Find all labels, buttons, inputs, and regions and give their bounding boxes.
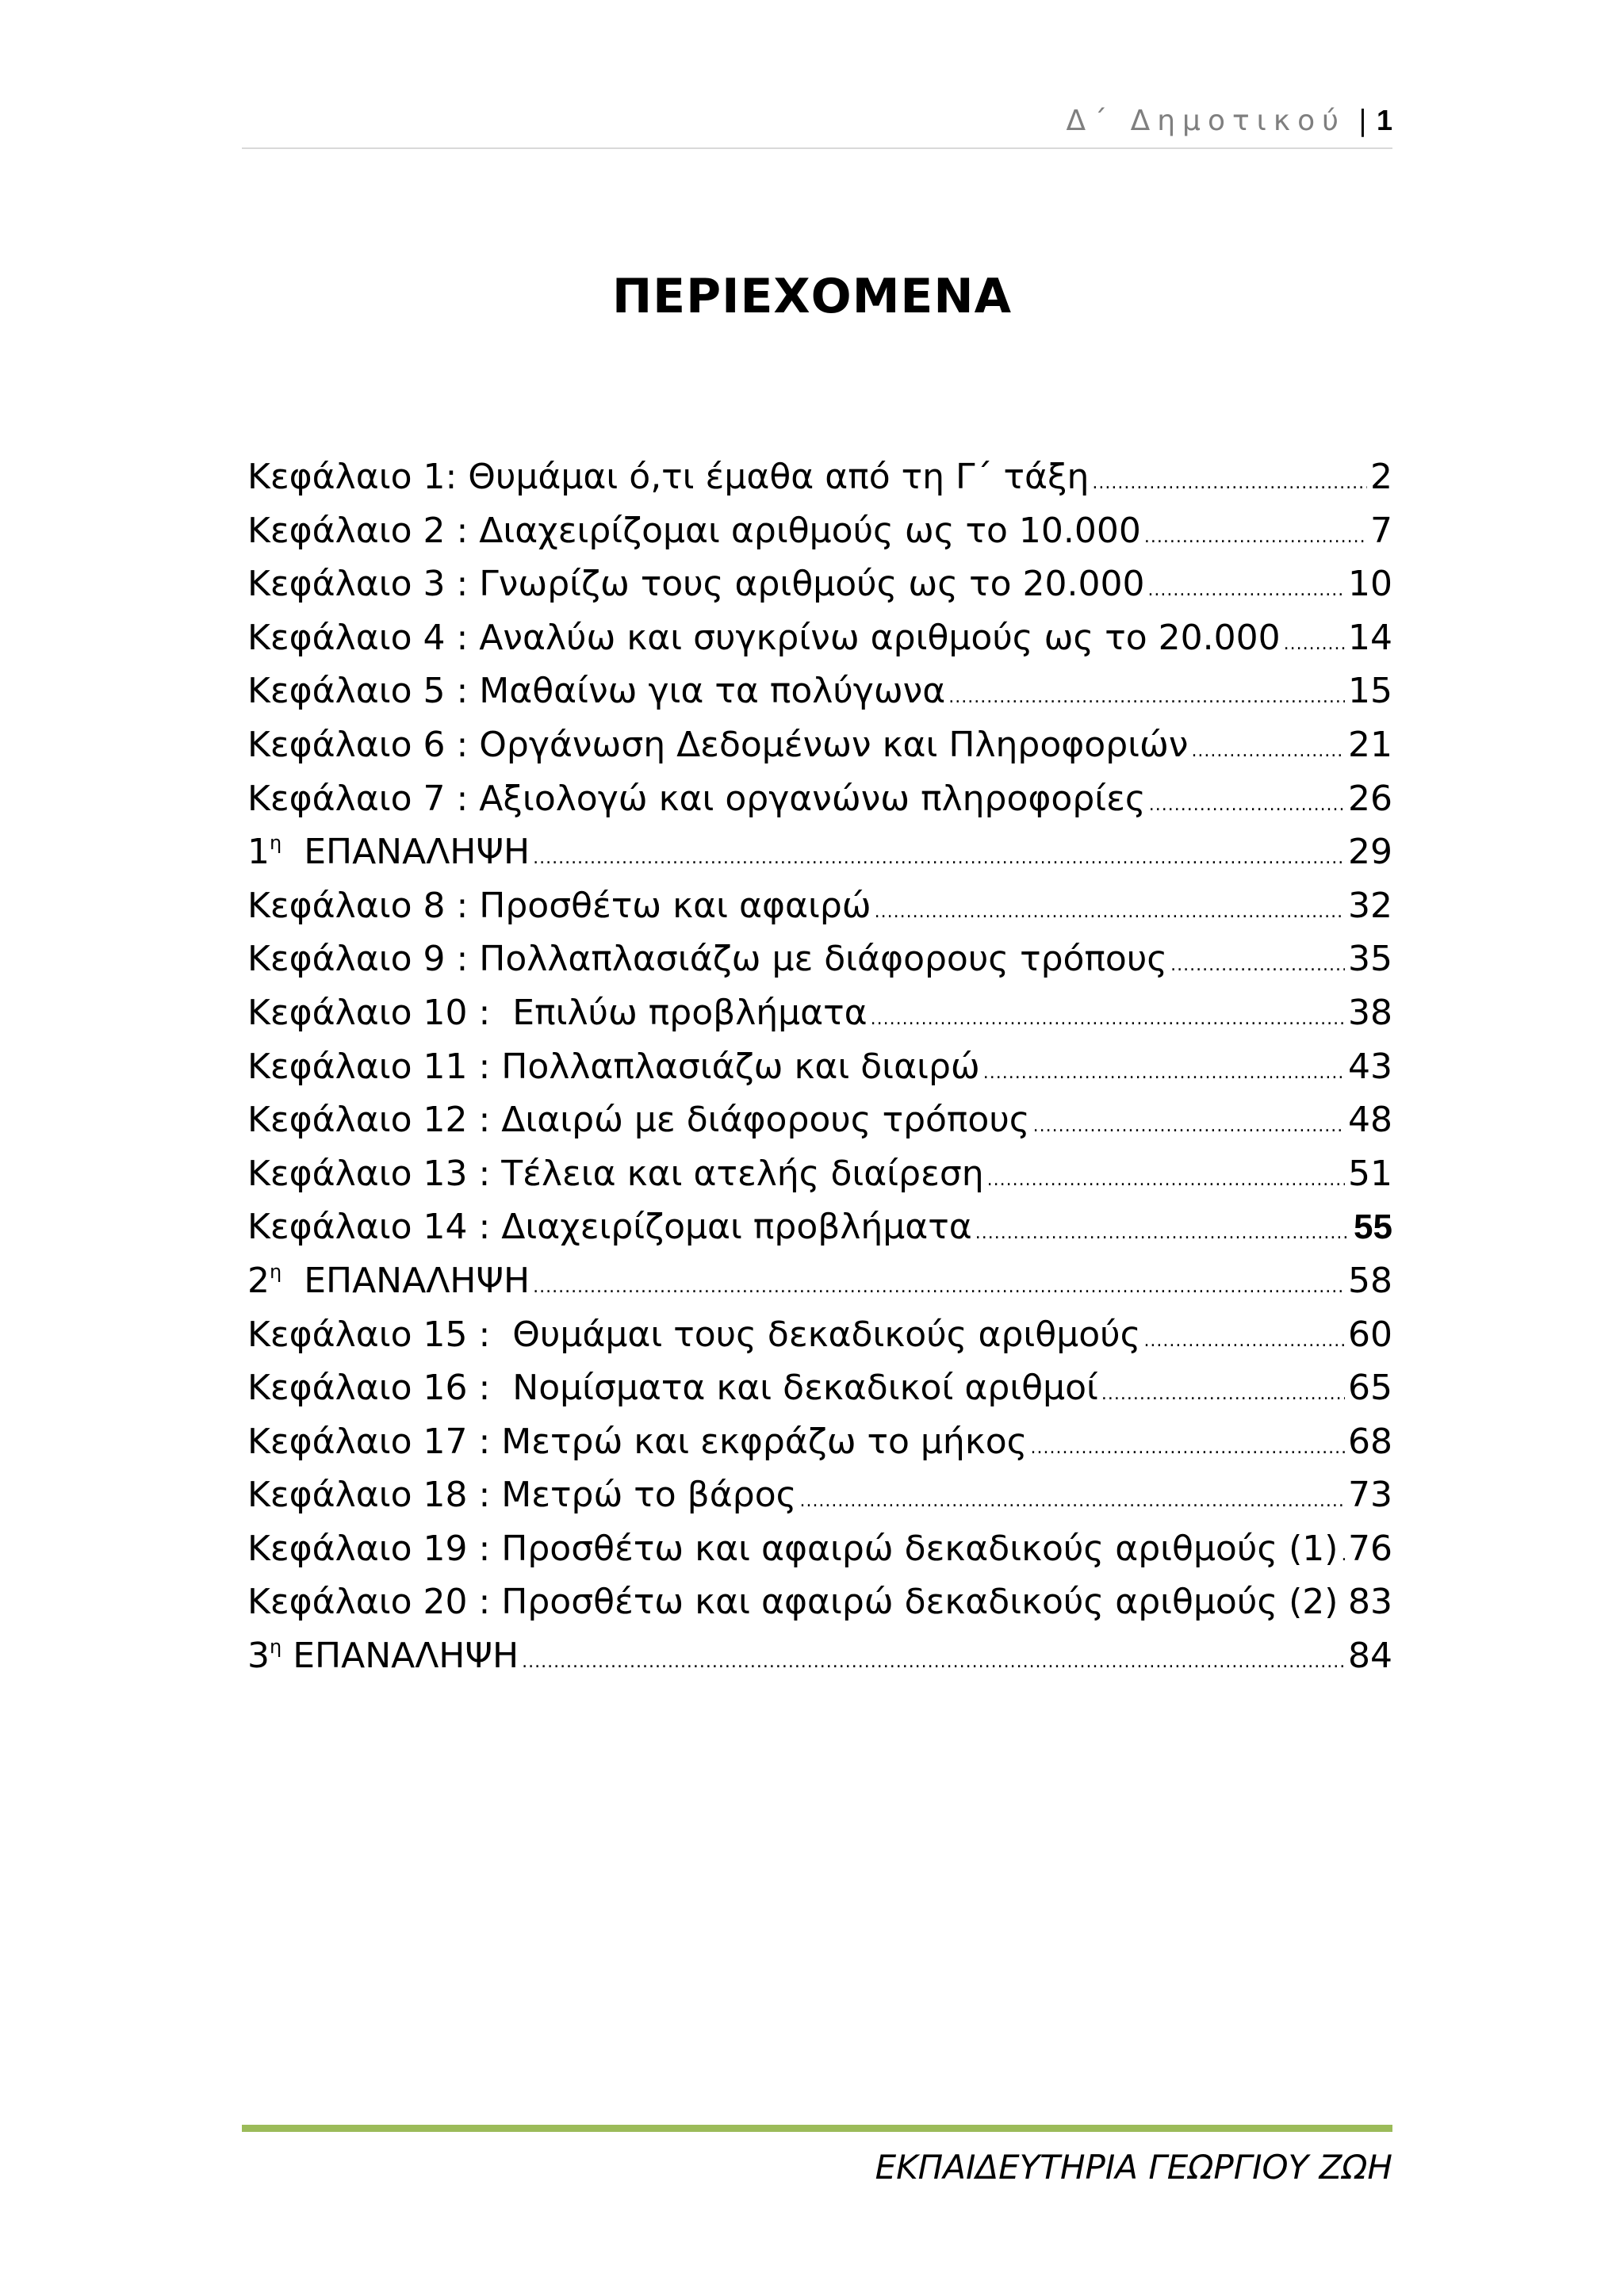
table-of-contents: [247, 450, 1392, 1683]
toc-entry-label: [247, 1254, 530, 1308]
toc-entry-page: 29: [1348, 832, 1392, 873]
toc-dot-leader: [1191, 725, 1345, 779]
toc-entry-label: Κεφάλαιο 6 : Οργάνωση Δεδομένων και Πληροφοριών: [247, 724, 1189, 765]
toc-dot-leader: [987, 1154, 1345, 1207]
header-text: [1067, 105, 1392, 137]
toc-entry-label: Κεφάλαιο 2 : Διαχειρίζομαι αριθμούς ως το 10.000: [247, 510, 1141, 551]
toc-entry-page: 73: [1348, 1475, 1392, 1516]
toc-dot-leader: [799, 1475, 1345, 1529]
toc-entry: [247, 772, 1392, 826]
toc-entry-number: 2: [247, 1260, 270, 1301]
header-label: Δ΄ Δημοτικού: [1066, 105, 1346, 137]
toc-entry-page: 68: [1348, 1421, 1392, 1462]
toc-entry: [247, 986, 1392, 1040]
toc-entry-page: 55: [1354, 1207, 1392, 1247]
toc-entry-label: Κεφάλαιο 19 : Προσθέτω και αφαιρώ δεκαδικούς αριθμούς (1): [247, 1528, 1339, 1569]
toc-entry-page: 48: [1348, 1100, 1392, 1141]
toc-entry-title: ΕΠΑΝΑΛΗΨΗ: [282, 1636, 519, 1677]
toc-entry-page: 65: [1348, 1368, 1392, 1409]
toc-entry: [247, 718, 1392, 772]
toc-entry: [247, 450, 1392, 504]
toc-entry-page: 26: [1348, 778, 1392, 819]
toc-dot-leader: [1341, 1529, 1345, 1582]
toc-entry: [247, 1468, 1392, 1522]
toc-entry-label: Κεφάλαιο 14 : Διαχειρίζομαι προβλήματα: [247, 1207, 972, 1248]
toc-dot-leader: [1092, 457, 1367, 511]
toc-entry: [247, 1522, 1392, 1576]
toc-entry-label: [247, 825, 530, 879]
toc-entry-number: 1: [247, 832, 270, 873]
toc-dot-leader: [533, 1261, 1345, 1314]
toc-entry-label: Κεφάλαιο 13 : Τέλεια και ατελής διαίρεση: [247, 1153, 984, 1194]
toc-entry-label: Κεφάλαιο 15 : Θυμάμαι τους δεκαδικούς αριθμούς: [247, 1314, 1141, 1355]
footer-text: ΕΚΠΑΙΔΕΥΤΗΡΙΑ ΓΕΩΡΓΙΟΥ ΖΩΗ: [875, 2148, 1392, 2187]
toc-entry-title: ΕΠΑΝΑΛΗΨΗ: [282, 832, 530, 873]
toc-entry-page: 43: [1348, 1046, 1392, 1087]
toc-entry: [247, 1093, 1392, 1147]
toc-entry-label: Κεφάλαιο 12 : Διαιρώ με διάφορους τρόπους: [247, 1100, 1030, 1141]
toc-entry: [247, 557, 1392, 611]
toc-dot-leader: [975, 1207, 1350, 1261]
toc-entry-page: 38: [1348, 992, 1392, 1033]
toc-entry-label: Κεφάλαιο 20 : Προσθέτω και αφαιρώ δεκαδικούς αριθμούς (2): [247, 1582, 1339, 1623]
toc-entry-label: Κεφάλαιο 8 : Προσθέτω και αφαιρώ: [247, 885, 871, 926]
toc-entry: [247, 504, 1392, 558]
toc-entry: [247, 1308, 1392, 1362]
toc-entry-ordinal: η: [270, 1260, 282, 1283]
toc-entry: [247, 1415, 1392, 1469]
toc-entry-page: 15: [1348, 671, 1392, 712]
toc-dot-leader: [875, 886, 1345, 939]
toc-entry: [247, 879, 1392, 933]
toc-entry-page: 2: [1370, 457, 1392, 497]
toc-dot-leader: [1031, 1422, 1346, 1475]
toc-entry-page: 84: [1348, 1636, 1392, 1677]
toc-entry: [247, 1629, 1392, 1683]
toc-entry-label: Κεφάλαιο 3 : Γνωρίζω τους αριθμούς ως το 20.000: [247, 564, 1145, 605]
toc-dot-leader: [1033, 1100, 1345, 1154]
toc-dot-leader: [1101, 1368, 1345, 1422]
toc-dot-leader: [948, 671, 1345, 725]
toc-entry-page: 10: [1348, 564, 1392, 605]
toc-entry-page: 51: [1348, 1153, 1392, 1194]
toc-entry-page: 35: [1348, 939, 1392, 980]
toc-entry-label: Κεφάλαιο 4 : Αναλύω και συγκρίνω αριθμούς ως το 20.000: [247, 617, 1281, 658]
toc-entry: [247, 1200, 1392, 1254]
toc-dot-leader: [871, 993, 1345, 1047]
toc-entry-page: 76: [1348, 1528, 1392, 1569]
toc-entry: [247, 932, 1392, 986]
toc-entry-label: Κεφάλαιο 5 : Μαθαίνω για τα πολύγωνα: [247, 671, 946, 712]
toc-dot-leader: [533, 832, 1345, 886]
header-separator: |: [1358, 105, 1368, 137]
toc-entry: [247, 825, 1392, 879]
toc-entry: [247, 1147, 1392, 1201]
toc-entry-label: [247, 1629, 519, 1683]
toc-dot-leader: [1144, 511, 1367, 564]
toc-entry-ordinal: η: [270, 1636, 282, 1659]
toc-entry-label: Κεφάλαιο 1: Θυμάμαι ό,τι έμαθα από τη Γ΄ τάξη: [247, 457, 1090, 497]
toc-entry: [247, 611, 1392, 665]
toc-entry-page: 32: [1348, 885, 1392, 926]
toc-entry-label: Κεφάλαιο 10 : Επιλύω προβλήματα: [247, 992, 868, 1033]
toc-entry-ordinal: η: [270, 832, 282, 855]
toc-entry-page: 14: [1348, 617, 1392, 658]
toc-entry-label: Κεφάλαιο 17 : Μετρώ και εκφράζω το μήκος: [247, 1421, 1028, 1462]
toc-dot-leader: [1147, 564, 1345, 618]
toc-entry-label: Κεφάλαιο 11 : Πολλαπλασιάζω και διαιρώ: [247, 1046, 980, 1087]
toc-entry-label: Κεφάλαιο 18 : Μετρώ το βάρος: [247, 1475, 797, 1516]
toc-dot-leader: [1143, 1314, 1345, 1368]
toc-entry-label: Κεφάλαιο 7 : Αξιολογώ και οργανώνω πληροφορίες: [247, 778, 1146, 819]
toc-entry-page: 83: [1348, 1582, 1392, 1623]
toc-dot-leader: [522, 1636, 1345, 1689]
toc-entry: [247, 1575, 1392, 1629]
page-title: ΠΕΡΙΕΧΟΜΕΝΑ: [611, 269, 1013, 324]
footer-rule: [242, 2125, 1392, 2132]
toc-entry-page: 21: [1348, 724, 1392, 765]
toc-entry-page: 58: [1348, 1260, 1392, 1301]
header-page-number: 1: [1376, 104, 1392, 136]
toc-dot-leader: [983, 1047, 1345, 1100]
toc-dot-leader: [1149, 779, 1345, 832]
toc-entry-page: 7: [1370, 510, 1392, 551]
toc-entry-label: Κεφάλαιο 16 : Νομίσματα και δεκαδικοί αριθμοί: [247, 1368, 1098, 1409]
toc-entry: [247, 1361, 1392, 1415]
toc-dot-leader: [1284, 618, 1345, 672]
toc-entry: [247, 1254, 1392, 1308]
toc-entry-label: Κεφάλαιο 9 : Πολλαπλασιάζω με διάφορους τρόπους: [247, 939, 1168, 980]
toc-dot-leader: [1170, 939, 1345, 993]
page-header: [242, 103, 1392, 149]
toc-entry: [247, 1040, 1392, 1094]
toc-entry-title: ΕΠΑΝΑΛΗΨΗ: [282, 1260, 530, 1301]
toc-entry: [247, 664, 1392, 718]
toc-entry-page: 60: [1348, 1314, 1392, 1355]
toc-entry-number: 3: [247, 1636, 270, 1677]
